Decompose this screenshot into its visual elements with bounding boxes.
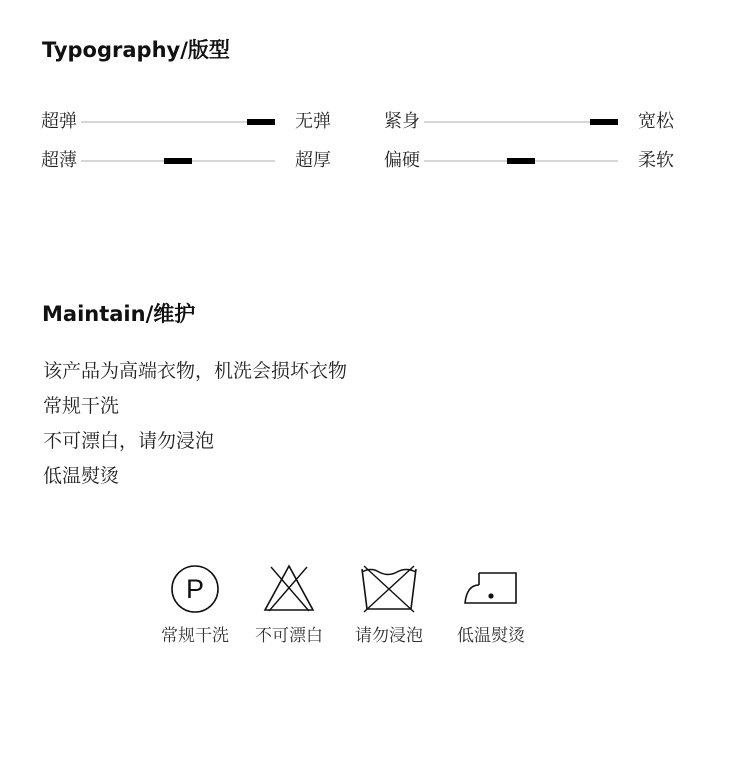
scale-right-label: 超厚 (295, 150, 331, 171)
care-line: 该产品为高端衣物，机洗会损坏衣物 (43, 360, 348, 382)
scale-left-label: 偏硬 (384, 150, 420, 171)
scale-left-label: 超弹 (41, 111, 77, 132)
scale-left-label: 超薄 (41, 150, 77, 171)
care-line: 不可漂白，请勿浸泡 (43, 430, 215, 452)
no-wash-icon (359, 563, 419, 615)
care-item-label: 常规干洗 (161, 626, 229, 646)
typography-title: Typography/版型 (42, 38, 230, 62)
scale-track (424, 121, 618, 123)
scale-marker (247, 119, 275, 125)
scale-track (81, 160, 275, 162)
scale-thickness (41, 149, 331, 173)
care-item-no-bleach (244, 563, 334, 647)
scale-fit (384, 110, 674, 134)
maintain-title: Maintain/维护 (42, 302, 196, 326)
low-iron-icon (461, 563, 521, 615)
scale-softness (384, 149, 674, 173)
scale-left-label: 紧身 (384, 111, 420, 132)
svg-text:P: P (185, 574, 205, 604)
scale-marker (507, 158, 535, 164)
scale-right-label: 无弹 (295, 111, 331, 132)
scale-right-label: 柔软 (638, 150, 674, 171)
scale-track (424, 160, 618, 162)
care-item-label: 低温熨烫 (457, 626, 525, 646)
scale-marker (590, 119, 618, 125)
scale-right-label: 宽松 (638, 111, 674, 132)
dry-clean-p-icon (169, 563, 221, 615)
care-item-low-iron (446, 563, 536, 647)
no-bleach-icon (263, 563, 315, 615)
care-item-label: 不可漂白 (255, 626, 323, 646)
care-line: 常规干洗 (43, 395, 120, 417)
care-instructions (43, 354, 347, 494)
scale-marker (164, 158, 192, 164)
care-item-label: 请勿浸泡 (355, 626, 423, 646)
care-item-dry-clean (150, 563, 240, 647)
care-item-no-soak (344, 563, 434, 647)
scale-stretch (41, 110, 331, 134)
care-icons-row (150, 563, 550, 663)
scale-track (81, 121, 275, 123)
care-line: 低温熨烫 (43, 465, 120, 487)
